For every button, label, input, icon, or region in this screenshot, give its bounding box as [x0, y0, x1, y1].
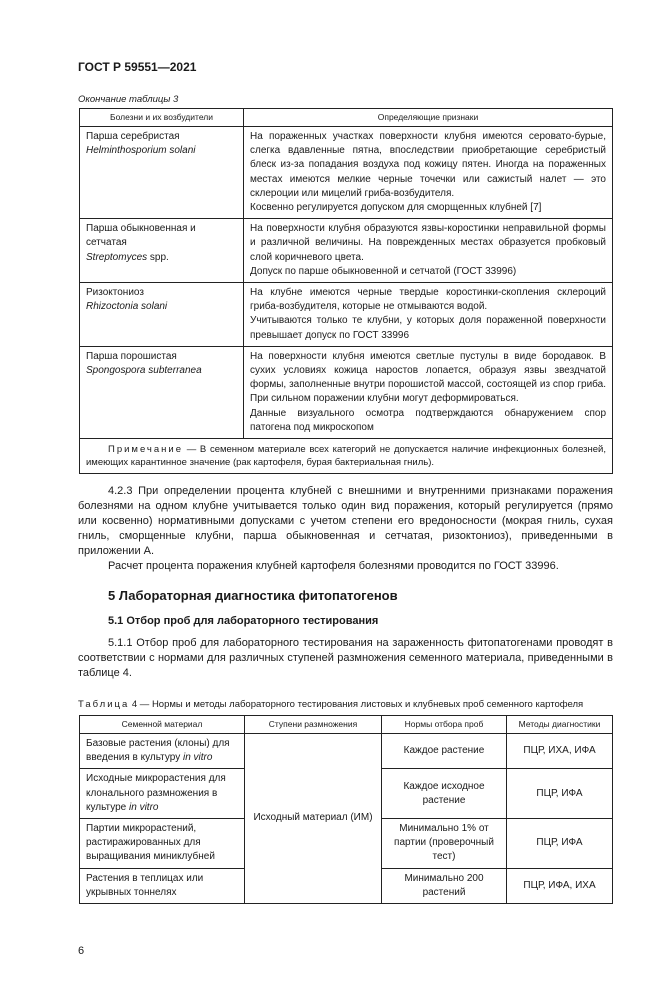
- table-row: [80, 127, 613, 219]
- disease-name: Ризоктониоз: [86, 287, 144, 299]
- paragraph-5-1-1: 5.1.1 Отбор проб для лабораторного тестирования на зараженность фитопатогенами проводят в соответствии с нормами для различных ступеней размножения семенного материала, приведенными в таблице 4.: [78, 637, 613, 680]
- disease-tolerance: Косвенно регулируется допуском для сморщенных клубней [7]: [250, 202, 542, 214]
- column-header: Ступени размножения: [245, 716, 382, 734]
- propagation-stage: Исходный материал (ИМ): [245, 734, 382, 904]
- table-3: [79, 108, 613, 474]
- column-header: Методы диагностики: [507, 716, 613, 734]
- paragraph-4-2-3: 4.2.3 При определении процента клубней с внешними и внутренними признаками поражения болезнями на одном клубне учитывается только один вид поражения, который регулируется (прямо или косвенно) нормативными допусками с учетом степени его вредоносности (мокрая гниль, сухая гниль, сморщенные клубни, парша обыкновенная и сетчатая, ризоктониоз), приведенными в приложении А.: [78, 485, 613, 558]
- table-header: [80, 716, 613, 734]
- pathogen-name: Streptomyces: [86, 251, 148, 263]
- disease-tolerance: Учитываются только те клубни, у которых доля пораженной поверхности превышает допуск по ГОСТ 33996: [250, 315, 606, 341]
- table-4: [79, 715, 613, 904]
- table-row: [80, 283, 613, 347]
- column-header: Болезни и их возбудители: [80, 109, 244, 127]
- diagnostic-methods: ПЦР, ИФА, ИХА: [507, 868, 613, 903]
- table-row: [80, 346, 613, 438]
- seed-material: Партии микрорастений, растиражированных для выращивания миниклубней: [86, 823, 215, 863]
- pathogen-name: Rhizoctonia solani: [86, 301, 168, 313]
- section-5-heading: 5 Лабораторная диагностика фитопатогенов: [108, 588, 398, 604]
- table4-caption: [78, 699, 613, 711]
- diagnostic-methods: ПЦР, ИФА: [507, 769, 613, 819]
- seed-material: Исходные микрорастения для клонального размножения в культуре: [86, 773, 226, 813]
- seed-material-italic: in vitro: [129, 801, 159, 813]
- sampling-norm: Минимально 1% от партии (проверочный тест): [382, 819, 507, 869]
- note-label: Примечание: [108, 444, 183, 456]
- seed-material-italic: in vitro: [182, 752, 213, 764]
- sampling-norm: Каждое растение: [382, 734, 507, 769]
- note-text: — В семенном материале всех категорий не допускается наличие инфекционных болезней, имеющих карантинное значение (рак картофеля, бурая бактериальная гниль).: [86, 444, 606, 469]
- page-number: 6: [78, 945, 85, 958]
- disease-name: Парша порошистая: [86, 350, 177, 362]
- sampling-norm: Каждое исходное растение: [382, 769, 507, 819]
- disease-name: Парша обыкновенная и сетчатая: [86, 223, 196, 249]
- paragraph-calc: Расчет процента поражения клубней картофеля болезнями проводится по ГОСТ 33996.: [108, 560, 559, 573]
- seed-material: Растения в теплицах или укрывных тоннелях: [86, 872, 204, 898]
- column-header: Определяющие признаки: [244, 109, 613, 127]
- disease-signs: На пораженных участках поверхности клубня имеются серовато-бурые, слегка вдавленные пятна, впоследствии приобретающие серебристый блеск из-за попадания воздуха под кожицу пятен. Иногда на пораженных местах имеются мелкие черные точечки или сажистый налет — это склероции или мицелий гриба-возбудителя.: [250, 131, 606, 199]
- disease-name: Парша серебристая: [86, 131, 180, 142]
- pathogen-suffix: spp.: [147, 251, 169, 263]
- disease-signs: На поверхности клубня образуются язвы-коростинки неправильной формы и различной величины. На поврежденных местах образуется пробковый слой коричневого цвета.: [250, 223, 606, 263]
- seed-material: Базовые растения (клоны) для введения в культуру: [86, 738, 230, 764]
- pathogen-name: Spongospora subterranea: [86, 365, 202, 377]
- table-row: [80, 219, 613, 283]
- disease-signs: На поверхности клубня имеются светлые пустулы в виде бородавок. В сухих условиях кожица наростов лопается, образуя язвы звездчатой формы, заполненные внутри порошистой массой, состоящей из спор гриба. При сильном поражении клубни могут деформироваться.: [250, 350, 606, 405]
- diagnostic-methods: ПЦР, ИФА: [507, 819, 613, 869]
- column-header: Нормы отбора проб: [382, 716, 507, 734]
- document-header: ГОСТ Р 59551—2021: [78, 60, 197, 74]
- diagnostic-methods: ПЦР, ИХА, ИФА: [507, 734, 613, 769]
- table3-caption: Окончание таблицы 3: [78, 94, 179, 105]
- disease-tolerance: Допуск по парше обыкновенной и сетчатой (ГОСТ 33996): [250, 265, 517, 277]
- section-5-1-heading: 5.1 Отбор проб для лабораторного тестирования: [108, 615, 379, 628]
- table-row: [80, 734, 613, 769]
- table4-title: 4 — Нормы и методы лабораторного тестирования листовых и клубневых проб семенного картофеля: [129, 699, 584, 711]
- disease-tolerance: Данные визуального осмотра подтверждаются обнаружением спор патогена под микроскопом: [250, 407, 606, 433]
- disease-signs: На клубне имеются черные твердые коростинки-скопления склероций гриба-возбудителя, которые не отмываются водой.: [250, 287, 606, 313]
- pathogen-name: Helminthosporium solani: [86, 145, 196, 157]
- table4-label: Таблица: [78, 699, 130, 711]
- sampling-norm: Минимально 200 растений: [382, 868, 507, 903]
- table-note-row: [80, 439, 613, 474]
- table-header: [80, 109, 613, 127]
- column-header: Семенной материал: [80, 716, 245, 734]
